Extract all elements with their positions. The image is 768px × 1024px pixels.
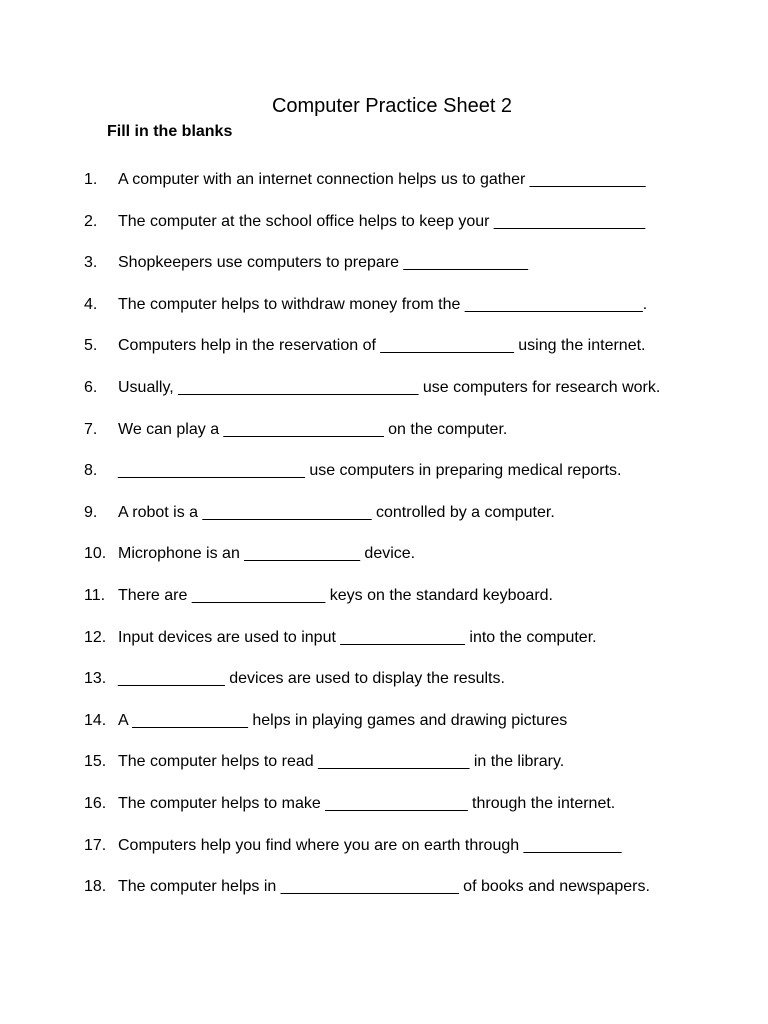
question-number: 10.	[84, 545, 107, 563]
question-item-18	[0, 876, 768, 918]
question-number: 2.	[84, 212, 98, 230]
question-list	[0, 169, 768, 918]
question-item-7	[0, 419, 768, 461]
page-title: Computer Practice Sheet 2	[271, 95, 513, 117]
question-text: Microphone is an _____________ device.	[118, 545, 416, 563]
question-item-9	[0, 502, 768, 544]
question-text: ____________ devices are used to display the results.	[118, 670, 505, 688]
question-item-1	[0, 169, 768, 211]
question-text: Input devices are used to input ______________ into the computer.	[118, 628, 597, 646]
question-number: 3.	[84, 254, 98, 272]
question-number: 11.	[84, 586, 106, 604]
question-text: _____________________ use computers in preparing medical reports.	[118, 462, 622, 480]
question-text: The computer helps to make ________________ through the internet.	[118, 794, 616, 812]
question-item-17	[0, 835, 768, 877]
question-text: A computer with an internet connection helps us to gather _____________	[118, 171, 646, 188]
question-item-14	[0, 710, 768, 752]
question-item-5	[0, 335, 768, 377]
question-number: 6.	[84, 378, 98, 396]
question-text: The computer helps to withdraw money from the ____________________.	[118, 295, 648, 313]
question-item-15	[0, 751, 768, 793]
question-item-8	[0, 460, 768, 502]
question-number: 7.	[84, 420, 98, 438]
question-number: 8.	[84, 462, 98, 480]
question-number: 16.	[84, 794, 107, 812]
question-number: 12.	[84, 628, 107, 646]
question-text: Computers help in the reservation of _______________ using the internet.	[118, 337, 646, 355]
question-item-2	[0, 211, 768, 253]
question-text: The computer helps in ____________________ of books and newspapers.	[118, 878, 650, 896]
question-item-11	[0, 585, 768, 627]
section-heading: Fill in the blanks	[107, 123, 233, 140]
question-number: 4.	[84, 295, 98, 313]
question-item-10	[0, 543, 768, 585]
question-text: Computers help you find where you are on earth through ___________	[118, 836, 622, 854]
question-text: The computer at the school office helps to keep your _________________	[118, 212, 646, 230]
question-item-6	[0, 377, 768, 419]
question-item-4	[0, 294, 768, 336]
question-item-12	[0, 627, 768, 669]
question-number: 15.	[84, 753, 107, 771]
question-number: 17.	[84, 836, 107, 854]
question-number: 13.	[84, 670, 107, 688]
question-item-16	[0, 793, 768, 835]
question-text: Shopkeepers use computers to prepare ______________	[118, 254, 529, 272]
question-text: There are _______________ keys on the standard keyboard.	[118, 586, 553, 604]
question-item-13	[0, 668, 768, 710]
question-text: A robot is a ___________________ controlled by a computer.	[118, 503, 555, 521]
question-text: We can play a __________________ on the computer.	[118, 420, 508, 438]
question-number: 18.	[84, 878, 107, 896]
question-text: The computer helps to read _________________ in the library.	[118, 753, 565, 771]
question-number: 9.	[84, 503, 98, 521]
question-number: 14.	[84, 711, 107, 729]
question-text: Usually, ___________________________ use computers for research work.	[118, 378, 661, 396]
question-text: A _____________ helps in playing games and drawing pictures	[118, 711, 568, 729]
question-item-3	[0, 252, 768, 294]
question-number: 5.	[84, 337, 98, 355]
question-number: 1.	[84, 171, 98, 188]
